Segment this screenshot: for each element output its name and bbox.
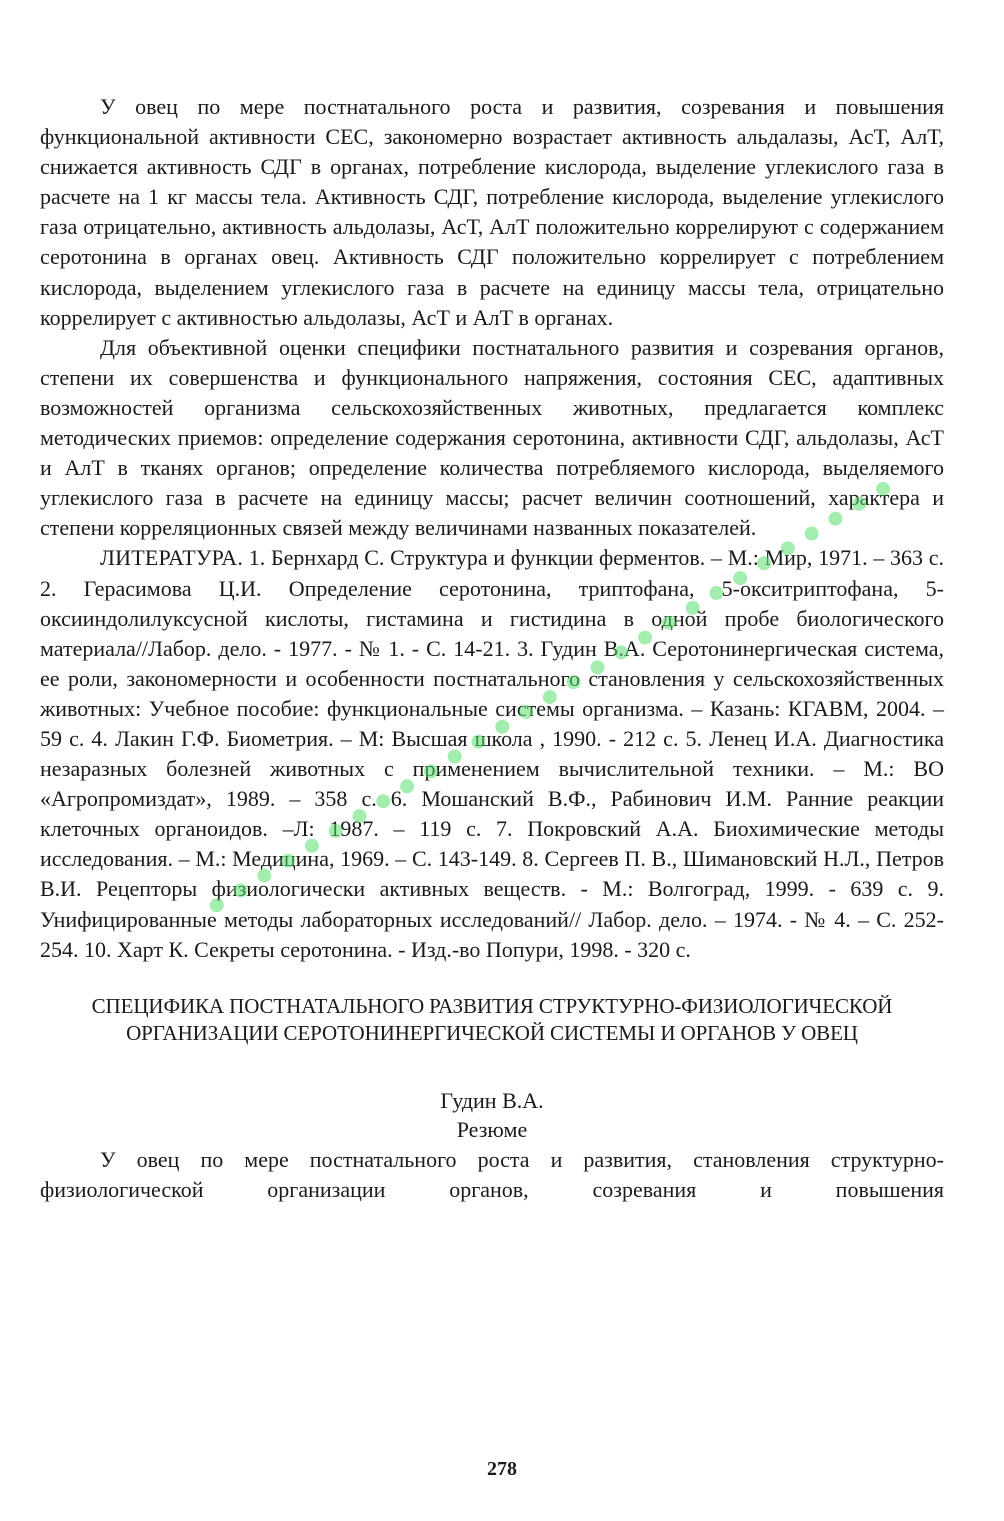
section-title-line-2: ОРГАНИЗАЦИИ СЕРОТОНИНЕРГИЧЕСКОЙ СИСТЕМЫ И ОРГАНОВ У ОВЕЦ xyxy=(126,1020,858,1045)
section-title xyxy=(40,993,944,1047)
literature-list xyxy=(40,543,944,964)
paragraph-conclusions: У овец по мере постнатального роста и развития, созревания и повышения функциональной активности СЕС, закономерно возрастает активность альдалазы, АсТ, АлТ, снижается активность СДГ в органах, потребление кислорода, выделение углекислого газа в расчете на 1 кг массы тела. Активность СДГ, потребление кислорода, выделение углекислого газа отрицательно, активность альдолазы, АсТ, АлТ положительно коррелируют с содержанием серотонина в органах овец. Активность СДГ положительно коррелирует с потреблением кислорода, выделением углекислого газа в расчете на единицу массы тела, отрицательно коррелирует с активностью альдолазы, АсТ и АлТ в органах. xyxy=(40,94,944,330)
paragraph-methods: Для объективной оценки специфики постнатального развития и созревания органов, степени их совершенства и функционального напряжения, состояния СЕС, адаптивных возможностей организма сельскохозяйственных животных, предлагается комплекс методических приемов: определение содержания серотонина, активности СДГ, альдолазы, АсТ и АлТ в тканях органов; определение количества потребляемого кислорода, выделяемого углекислого газа в расчете на единицу массы; расчет величин соотношений, характера и степени корреляционных связей между величинами названных показателей. xyxy=(40,334,944,541)
section-title-line-1: СПЕЦИФИКА ПОСТНАТАЛЬНОГО РАЗВИТИЯ СТРУКТУРНО-ФИЗИОЛОГИЧЕСКОЙ xyxy=(91,993,893,1018)
resume-heading: Резюме xyxy=(456,1116,528,1142)
resume-paragraph: У овец по мере постнатального роста и развития, становления структурно-физиологической организации органов, созревания и повышения xyxy=(40,1146,944,1202)
literature-label: ЛИТЕРАТУРА. xyxy=(100,545,244,571)
page-number: 278 xyxy=(487,1458,517,1480)
author-name: Гудин В.А. xyxy=(440,1087,544,1113)
literature-text: 1. Бернхард С. Структура и функции ферментов. – М.: Мир, 1971. – 363 с. 2. Герасимова Ц.И. Определение серотонина, триптофана, 5-окситриптофана, 5-оксииндолилуксусной кислоты, гистамина и гистидина в одной пробе биологического материала//Лабор. дело. - 1977. - № 1. - С. 14-21. 3. Гудин В.А. Серотонинергическая система, ее роли, закономерности и особенности постнатального становления у сельскохозяйственных животных: Учебное пособие: функциональные системы организма. – Казань: КГАВМ, 2004. – 59 с. 4. Лакин Г.Ф. Биометрия. – М: Высшая школа , 1990. - 212 с. 5. Ленец И.А. Диагностика незаразных болезней животных с применением вычислительной техники. – М.: ВО «Агропромиздат», 1989. – 358 с. 6. Мошанский В.Ф., Рабинович И.М. Ранние реакции клеточных органоидов. –Л: 1987. – 119 с. 7. Покровский А.А. Биохимические методы исследования. – М.: Медицина, 1969. – С. 143-149. 8. Сергеев П. В., Шимановский Н.Л., Петров В.И. Рецепторы физиологически активных веществ. - М.: Волгоград, 1999. - 639 с. 9. Унифицированные методы лабораторных исследований// Лабор. дело. – 1974. - № 4. – С. 252-254. 10. Харт К. Секреты серотонина. - Изд.-во Попури, 1998. - 320 с. xyxy=(40,545,944,962)
page-body xyxy=(40,92,944,1205)
